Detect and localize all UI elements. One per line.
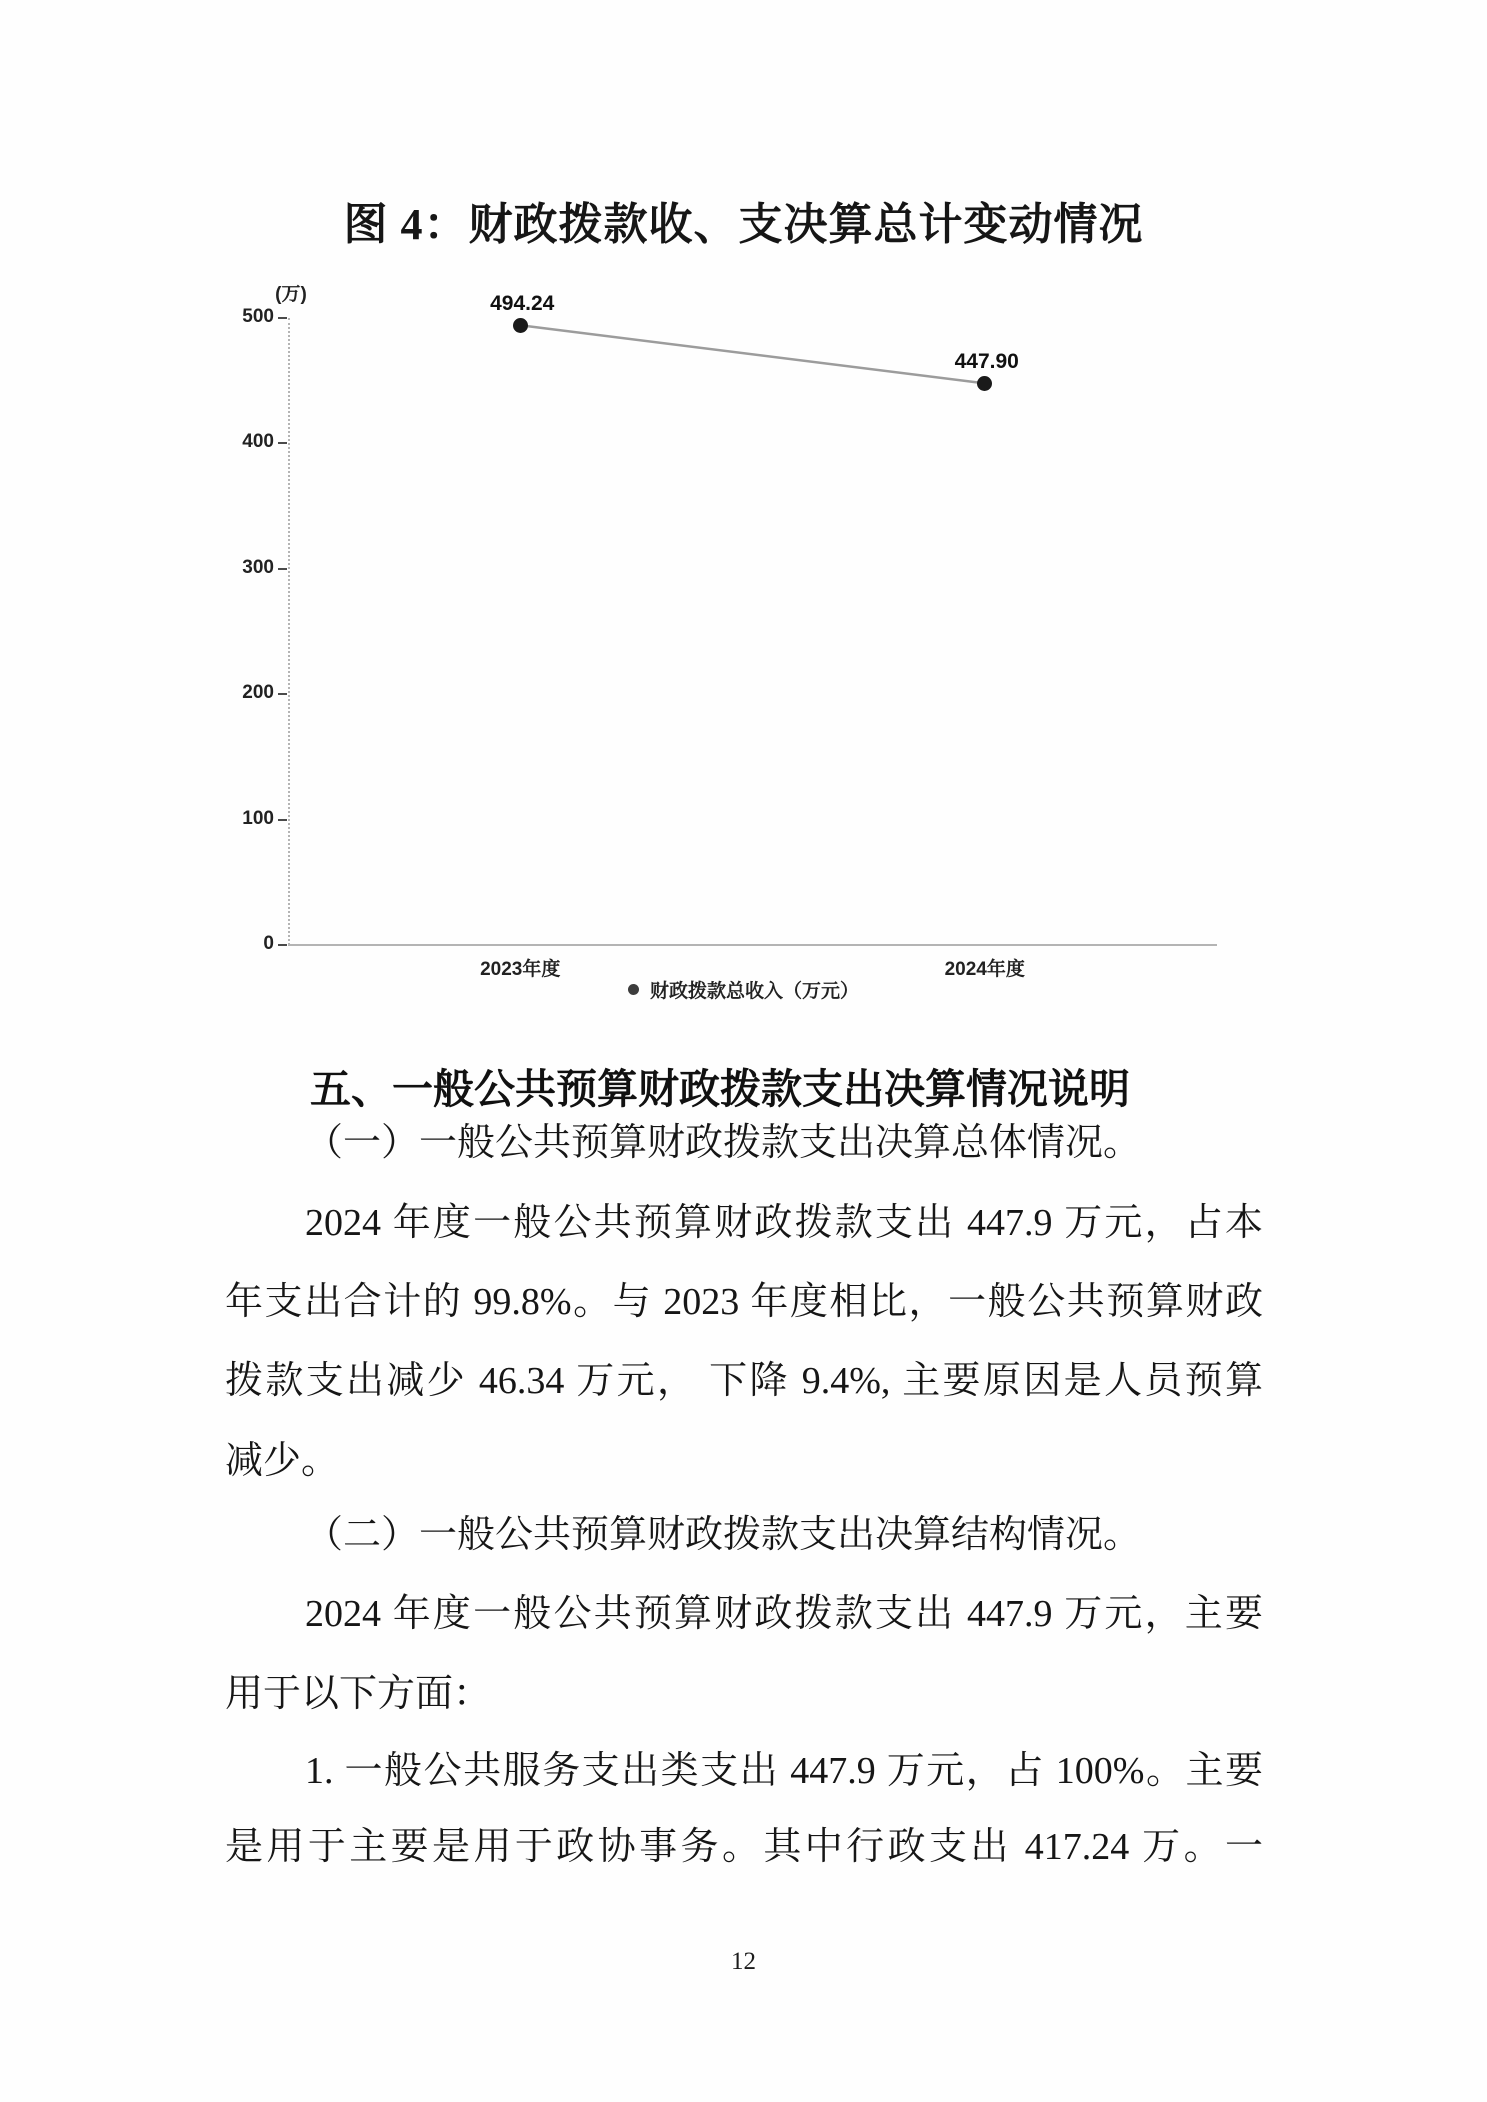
- figure-title: 图 4：财政拨款收、支决算总计变动情况: [343, 200, 1144, 249]
- legend-marker-icon: [628, 984, 639, 995]
- y-tick-label: 200: [242, 682, 274, 704]
- data-point-marker: [513, 318, 528, 333]
- y-tick: [278, 693, 287, 695]
- section-heading: 五、一般公共预算财政拨款支出决算情况说明: [310, 1066, 1130, 1112]
- series-line: [0, 0, 1487, 1050]
- x-category-label: 2023年度: [480, 959, 561, 980]
- page-number: 12: [731, 1948, 756, 1975]
- body-line: 年支出合计的 99.8%。与 2023 年度相比，一般公共预算财政: [225, 1281, 1263, 1323]
- y-tick-label: 0: [263, 933, 274, 954]
- y-tick: [278, 317, 287, 319]
- body-line: 拨款支出减少 46.34 万元， 下降 9.4%, 主要原因是人员预算: [225, 1360, 1263, 1402]
- body-line: 2024 年度一般公共预算财政拨款支出 447.9 万元，占本: [305, 1202, 1263, 1244]
- x-axis: [288, 944, 1217, 946]
- body-line: 是用于主要是用于政协事务。其中行政支出 417.24 万。一: [225, 1826, 1263, 1868]
- data-point-label: 447.90: [954, 350, 1019, 374]
- y-tick-label: 100: [242, 807, 274, 829]
- body-line: 1. 一般公共服务支出类支出 447.9 万元，占 100%。主要: [305, 1750, 1263, 1792]
- y-tick-label: 300: [242, 556, 274, 578]
- body-line: （一）一般公共预算财政拨款支出决算总体情况。: [305, 1122, 1142, 1164]
- chart-legend: [0, 976, 1487, 1003]
- body-line: 减少。: [225, 1440, 340, 1482]
- y-tick: [278, 819, 287, 821]
- x-category-label: 2024年度: [944, 959, 1025, 980]
- y-tick-label: 500: [242, 306, 274, 327]
- data-point-label: 494.24: [490, 292, 555, 316]
- y-tick: [278, 568, 287, 570]
- body-line: 用于以下方面：: [225, 1673, 492, 1715]
- body-line: 2024 年度一般公共预算财政拨款支出 447.9 万元，主要: [305, 1593, 1263, 1635]
- y-axis: [288, 318, 290, 945]
- data-point-marker: [977, 376, 992, 391]
- y-axis-unit-label: (万): [275, 284, 307, 305]
- body-line: （二）一般公共预算财政拨款支出决算结构情况。: [305, 1514, 1142, 1556]
- y-tick-label: 400: [242, 431, 274, 453]
- y-tick: [278, 442, 287, 444]
- y-tick: [278, 944, 287, 946]
- legend-label: 财政拨款总收入（万元）: [649, 981, 859, 1002]
